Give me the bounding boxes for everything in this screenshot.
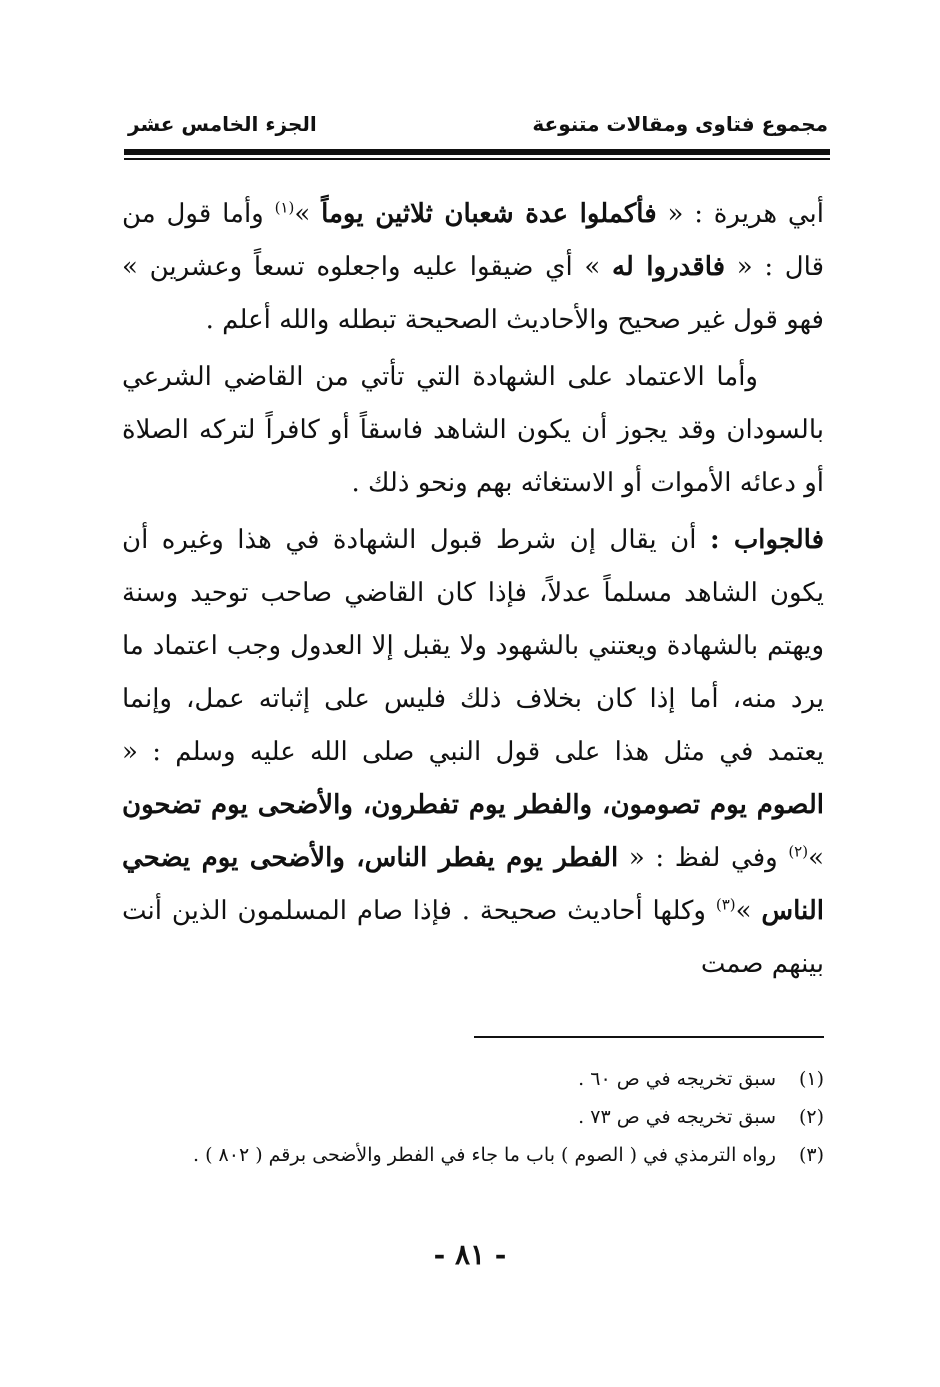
footnote xyxy=(124,1060,824,1098)
text-run: وفي لفظ : « xyxy=(618,843,789,873)
text-run: أبي هريرة : « xyxy=(656,199,824,229)
footnote-number: (٢) xyxy=(798,1106,824,1128)
footnote-text: سبق تخريجه في ص ٧٣ . xyxy=(578,1106,776,1128)
hadith-quote: فاقدروا له xyxy=(611,252,726,282)
footnote-number: (٣) xyxy=(798,1144,824,1166)
paragraph-3 xyxy=(122,514,824,991)
main-text xyxy=(122,188,824,991)
footnote-ref-2: (٢) xyxy=(788,842,809,861)
hadith-quote: الفطر يوم يفطر الناس، والأضحى يوم يضحي الناس xyxy=(122,843,825,926)
book-title: مجموع فتاوى ومقالات متنوعة xyxy=(532,112,828,136)
text-run: » xyxy=(735,896,762,926)
footnote-separator xyxy=(474,1036,824,1038)
footnotes xyxy=(124,1060,824,1174)
text-run: » xyxy=(808,843,825,873)
text-run: » أي ضيقوا عليه واجعلوه تسعاً وعشرين » فهو قول غير صحيح والأحاديث الصحيحة تبطله والله أعلم . xyxy=(122,252,824,335)
text-run: وأما قول من قال : « xyxy=(122,199,824,282)
answer-label: فالجواب : xyxy=(709,525,825,555)
footnote-text: سبق تخريجه في ص ٦٠ . xyxy=(578,1068,776,1090)
text-run: وكلها أحاديث صحيحة . فإذا صام المسلمون الذين أنت بينهم صمت xyxy=(122,896,824,979)
header-rule-thin xyxy=(124,158,830,160)
volume-label: الجزء الخامس عشر xyxy=(128,112,317,136)
paragraph-1 xyxy=(122,188,824,347)
footnote xyxy=(124,1098,824,1136)
footnote-text: رواه الترمذي في ( الصوم ) باب ما جاء في الفطر والأضحى برقم ( ٨٠٢ ) . xyxy=(193,1144,776,1166)
footnote-number: (١) xyxy=(798,1068,824,1090)
hadith-quote: فأكملوا عدة شعبان ثلاثين يوماً xyxy=(321,199,657,229)
page-number: - ٨١ - xyxy=(433,1238,507,1271)
footnote-ref-3: (٣) xyxy=(715,895,736,914)
hadith-quote: الصوم يوم تصومون، والفطر يوم تفطرون، والأضحى يوم تضحون xyxy=(122,790,824,820)
text-run: » xyxy=(294,199,322,229)
footnote xyxy=(124,1136,824,1174)
text-run: أن يقال إن شرط قبول الشهادة في هذا وغيره أن يكون الشاهد مسلماً عدلاً، فإذا كان القاضي صاحب توحيد وسنة ويهتم بالشهادة ويعتني بالشهود ولا يقبل إلا العدول وجب اعتماد ما يرد منه، أما إذا كان بخلاف ذلك فليس على إثباته عمل، وإنما يعتمد في مثل هذا على قول النبي صلى الله عليه وسلم : « xyxy=(122,525,824,767)
header-rule-thick xyxy=(124,149,830,155)
running-head xyxy=(120,112,828,144)
footnote-ref-1: (١) xyxy=(274,198,295,217)
paragraph-2: وأما الاعتماد على الشهادة التي تأتي من القاضي الشرعي بالسودان وقد يجوز أن يكون الشاهد فاسقاً أو كافراً لتركه الصلاة أو دعائه الأموات أو الاستغاثه بهم ونحو ذلك . xyxy=(122,362,824,498)
